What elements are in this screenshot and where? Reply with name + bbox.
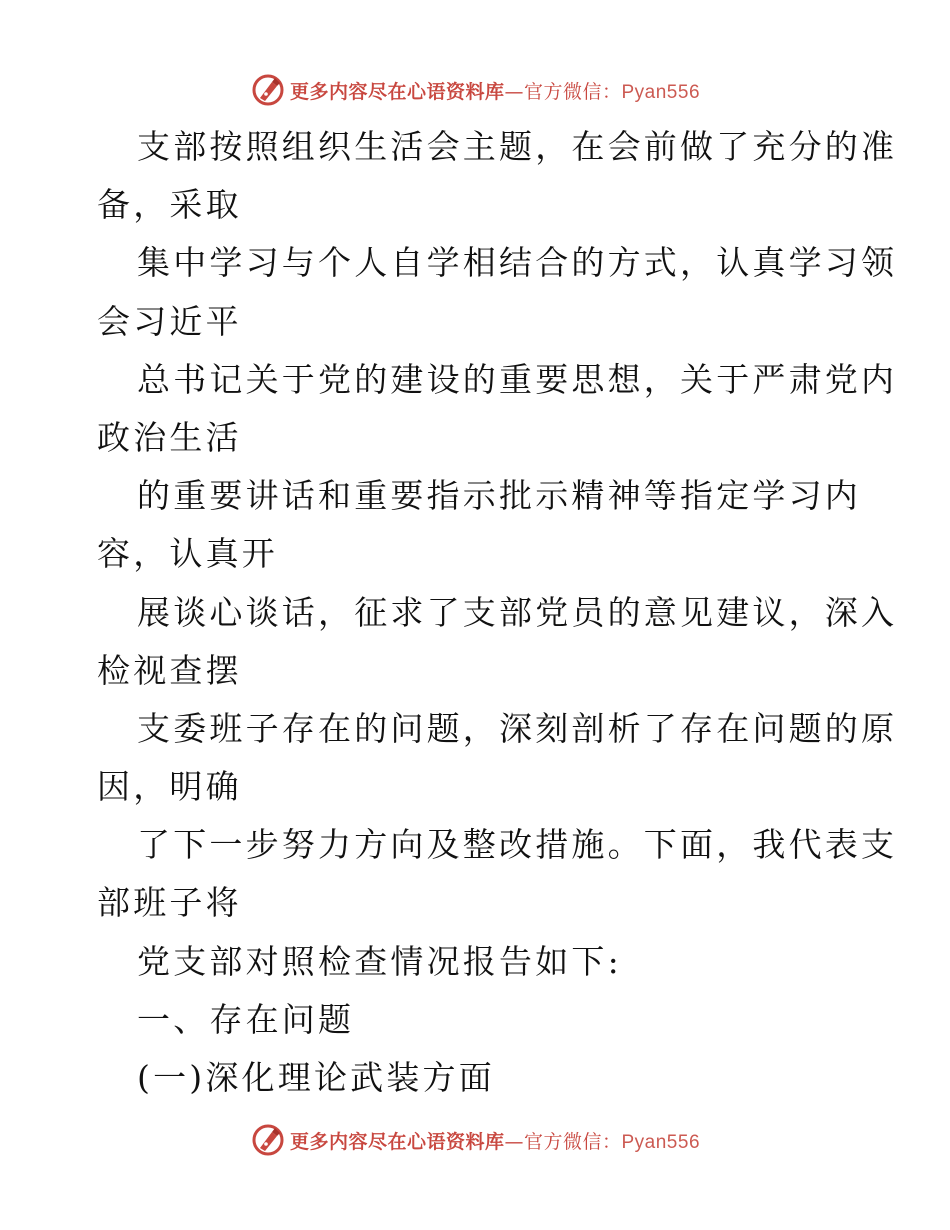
document-body — [97, 118, 898, 1107]
text-line: 因，明确 — [97, 767, 242, 807]
section-heading: 一、存在问题 — [137, 999, 355, 1039]
text-line: 支部按照组织生活会主题，在会前做了充分的准 — [137, 127, 898, 166]
watermark-dash: — — [504, 1130, 524, 1153]
footer-watermark — [0, 1120, 950, 1160]
watermark-account: Pyan556 — [621, 1131, 701, 1153]
text-line: 集中学习与个人自学相结合的方式，认真学习领 — [137, 243, 898, 283]
text-line: 检视查摆 — [97, 650, 242, 690]
text-line: 总书记关于党的建设的重要思想，关于严肃党内 — [137, 359, 898, 399]
text-line: 备，采取 — [97, 185, 242, 225]
text-line: 政治生活 — [97, 417, 242, 457]
text-line: 的重要讲话和重要指示批示精神等指定学习内 — [137, 476, 861, 516]
text-line: 容，认真开 — [97, 534, 278, 574]
watermark-text: 更多内容尽在心语资料库 — [289, 1130, 505, 1153]
text-line: 了下一步努力方向及整改措施。下面，我代表支 — [137, 825, 898, 865]
header-watermark — [0, 70, 950, 110]
text-line: 支委班子存在的问题，深刻剖析了存在问题的原 — [137, 708, 898, 748]
text-line: 会习近平 — [97, 301, 242, 341]
red-pen-nib-logo-icon — [250, 72, 286, 108]
text-line: 部班子将 — [97, 883, 242, 923]
watermark-wechat-label: 官方微信： — [523, 1130, 622, 1153]
text-line: 展谈心谈话，征求了支部党员的意见建议，深入 — [137, 592, 898, 632]
watermark-text: 更多内容尽在心语资料库 — [289, 80, 505, 103]
text-line: 党支部对照检查情况报告如下: — [137, 941, 622, 981]
watermark-account: Pyan556 — [621, 81, 701, 103]
watermark-wechat-label: 官方微信： — [523, 80, 622, 103]
watermark-dash: — — [504, 80, 524, 103]
subsection-heading: (一)深化理论武装方面 — [137, 1058, 495, 1097]
red-pen-nib-logo-icon — [250, 1122, 286, 1158]
